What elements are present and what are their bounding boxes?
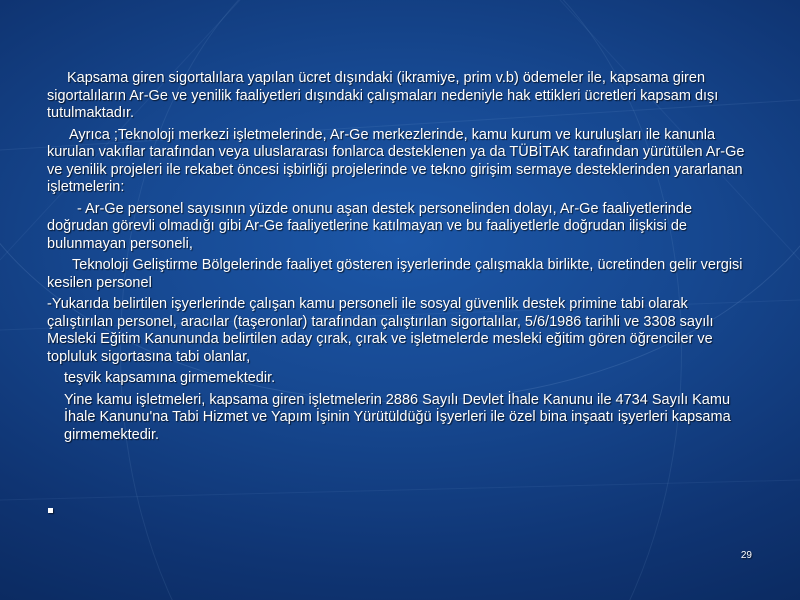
- paragraph-not-covered: teşvik kapsamına girmemektedir.: [64, 370, 276, 386]
- paragraph-scope-exclusions: Kapsama giren sigortalılara yapılan ücret dışındaki (ikramiye, prim v.b) ödemeler ile, kapsama giren sigortalıların Ar-Ge ve yenilik faaliyetleri dışındaki çalışmaları nedeniyle hak ettikleri ücretleri kapsam dışı tutulmaktadır.: [47, 70, 719, 121]
- paragraph-other-insured: -Yukarıda belirtilen işyerlerinde çalışan kamu personeli ile sosyal güvenlik destek primine tabi olarak çalıştırılan personel, aracılar (taşeronlar) tarafından çalıştırılan sigortalılar, 5/6/1986 tarihli ve 3308 sayılı Mesleki Eğitim Kanununda belirtilen aday çırak, çırak ve işletmelerde mesleki eğitim gören öğrenciler ve topluluk sigortasına tabi olanlar,: [47, 296, 714, 365]
- paragraph-technology-zones: Teknoloji Geliştirme Bölgelerinde faaliyet gösteren işyerlerinde çalışmakla birlikte, ücretinden gelir vergisi kesilen personel: [47, 257, 743, 291]
- page-number: 29: [740, 550, 752, 561]
- bullet-icon: [48, 508, 53, 513]
- paragraph-support-personnel: - Ar-Ge personel sayısının yüzde onunu aşan destek personelinden dolayı, Ar-Ge faaliyetlerinde doğrudan görevli olmadığı gibi Ar-Ge faaliyetlerine katılmayan ve bu faaliyetlerle doğrudan ilişkisi de bulunmayan personeli,: [47, 200, 693, 252]
- slide-body: [47, 70, 752, 448]
- paragraph-public-enterprises: Yine kamu işletmeleri, kapsama giren işletmelerin 2886 Sayılı Devlet İhale Kanunu ile 4734 Sayılı Kamu İhale Kanunu'na Tabi Hizmet ve Yapım İşinin Yürütüldüğü İşyerleri ile özel bina inşaatı işyerleri kapsama girmemektedir.: [64, 391, 731, 443]
- paragraph-also-businesses: Ayrıca ;Teknoloji merkezi işletmelerinde, Ar-Ge merkezlerinde, kamu kurum ve kuruluşları ile kanunla kurulan vakıflar tarafından veya uluslararası fonlarca desteklenen ya da TÜBİTAK tarafından yürütülen Ar-Ge ve yenilik projeleri ile rekabet öncesi işbirliği projelerinde ve tekno girişim sermaye desteklerinden yararlanan işletmelerin:: [47, 126, 745, 195]
